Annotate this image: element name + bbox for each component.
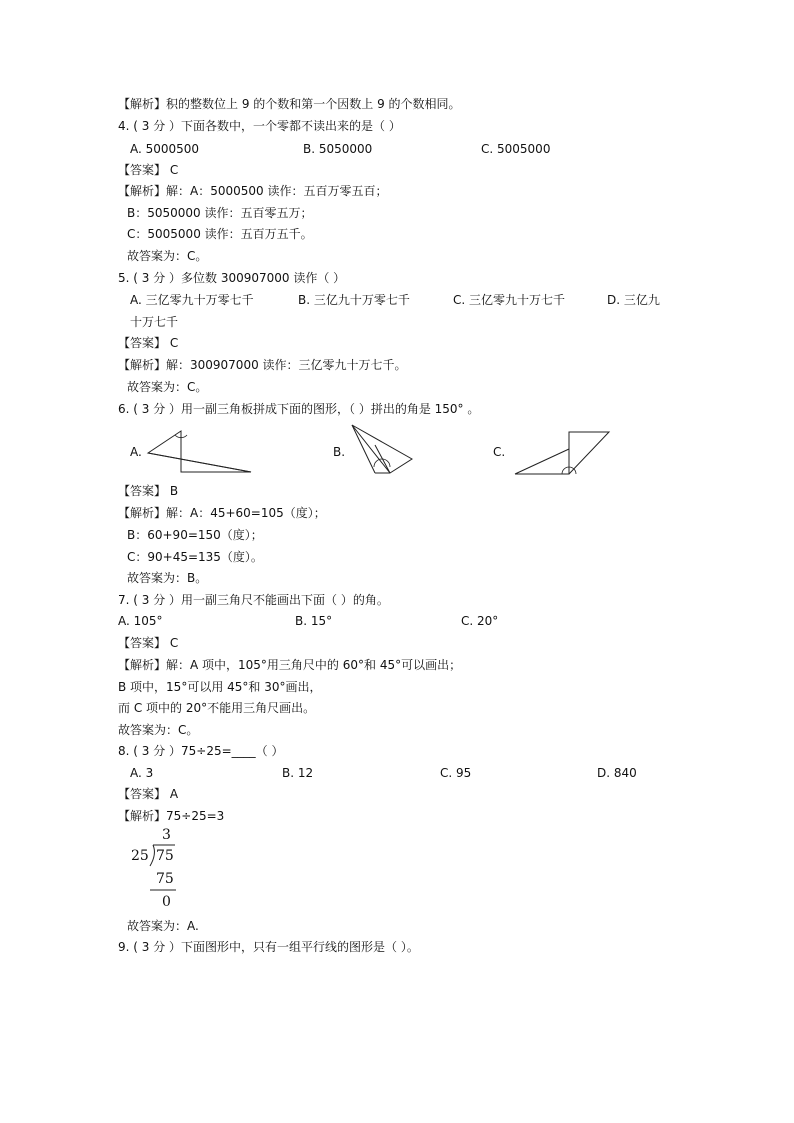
long-division-product: 75 bbox=[156, 871, 174, 887]
q7-option-a: A. 105° bbox=[118, 614, 163, 628]
q6-figure-a bbox=[145, 428, 255, 476]
q7-analysis-3: 而 C 项中的 20°不能用三角尺画出。 bbox=[118, 701, 316, 715]
q5-option-d-wrap: 十万七千 bbox=[130, 315, 179, 329]
q6-figure-b bbox=[350, 423, 415, 475]
q7-option-b: B. 15° bbox=[295, 614, 333, 628]
q8-answer: 【答案】 A bbox=[118, 787, 179, 801]
q7-analysis-4: 故答案为：C。 bbox=[118, 723, 199, 737]
question-7: 7. ( 3 分 ）用一副三角尺不能画出下面（ ）的角。 bbox=[118, 593, 389, 607]
q7-option-c: C. 20° bbox=[461, 614, 499, 628]
q7-analysis-2: B 项中，15°可以用 45°和 30°画出， bbox=[118, 680, 322, 694]
q8-option-d: D. 840 bbox=[597, 766, 637, 780]
q6-option-c-label: C. bbox=[493, 445, 506, 459]
q5-option-c: C. 三亿零九十万七千 bbox=[453, 293, 566, 307]
q6-analysis-2: B：60+90=150（度）； bbox=[127, 528, 263, 542]
q5-option-d: D. 三亿九 bbox=[607, 293, 660, 307]
question-4: 4. ( 3 分 ）下面各数中，一个零都不读出来的是（ ） bbox=[118, 119, 401, 133]
q8-option-c: C. 95 bbox=[440, 766, 472, 780]
q6-option-b-label: B. bbox=[333, 445, 346, 459]
q4-option-c: C. 5005000 bbox=[481, 142, 551, 156]
q5-answer: 【答案】 C bbox=[118, 336, 179, 350]
q5-analysis-2: 故答案为：C。 bbox=[127, 380, 208, 394]
long-division-divisor: 25 bbox=[131, 848, 149, 864]
q4-analysis-2: B：5050000 读作：五百零五万； bbox=[127, 206, 313, 220]
q4-option-a: A. 5000500 bbox=[130, 142, 200, 156]
q7-answer: 【答案】 C bbox=[118, 636, 179, 650]
q6-answer: 【答案】 B bbox=[118, 484, 179, 498]
analysis-line: 【解析】积的整数位上 9 的个数和第一个因数上 9 的个数相同。 bbox=[118, 97, 461, 111]
q4-analysis-3: C：5005000 读作：五百万五千。 bbox=[127, 227, 313, 241]
q6-option-a-label: A. bbox=[130, 445, 142, 459]
q4-answer: 【答案】 C bbox=[118, 163, 179, 177]
long-division-dividend: 75 bbox=[156, 848, 174, 864]
q7-analysis-1: 【解析】解：A 项中，105°用三角尺中的 60°和 45°可以画出； bbox=[118, 658, 462, 672]
question-6: 6. ( 3 分 ）用一副三角板拼成下面的图形，（ ）拼出的角是 150° 。 bbox=[118, 402, 480, 416]
q5-analysis-1: 【解析】解：300907000 读作：三亿零九十万七千。 bbox=[118, 358, 407, 372]
q8-option-b: B. 12 bbox=[282, 766, 314, 780]
q5-option-a: A. 三亿零九十万零七千 bbox=[130, 293, 254, 307]
q6-figure-c bbox=[512, 429, 614, 477]
q8-option-a: A. 3 bbox=[130, 766, 154, 780]
long-division-quotient: 3 bbox=[162, 827, 171, 843]
question-5: 5. ( 3 分 ）多位数 300907000 读作（ ） bbox=[118, 271, 346, 285]
q4-option-b: B. 5050000 bbox=[303, 142, 373, 156]
q5-option-b: B. 三亿九十万零七千 bbox=[298, 293, 410, 307]
q8-analysis-2: 故答案为：A. bbox=[127, 919, 199, 933]
q4-analysis-1: 【解析】解：A：5000500 读作：五百万零五百； bbox=[118, 184, 388, 198]
long-division-rule bbox=[150, 889, 178, 891]
q4-analysis-4: 故答案为：C。 bbox=[127, 249, 208, 263]
q6-analysis-1: 【解析】解：A：45+60=105（度）； bbox=[118, 506, 326, 520]
q6-analysis-3: C：90+45=135（度）。 bbox=[127, 550, 263, 564]
question-8: 8. ( 3 分 ）75÷25=____（ ） bbox=[118, 744, 284, 758]
question-9: 9. ( 3 分 ）下面图形中，只有一组平行线的图形是（ ）。 bbox=[118, 940, 419, 954]
q8-analysis-1: 【解析】75÷25=3 bbox=[118, 809, 225, 823]
q6-analysis-4: 故答案为：B。 bbox=[127, 571, 208, 585]
long-division-remainder: 0 bbox=[162, 894, 171, 910]
